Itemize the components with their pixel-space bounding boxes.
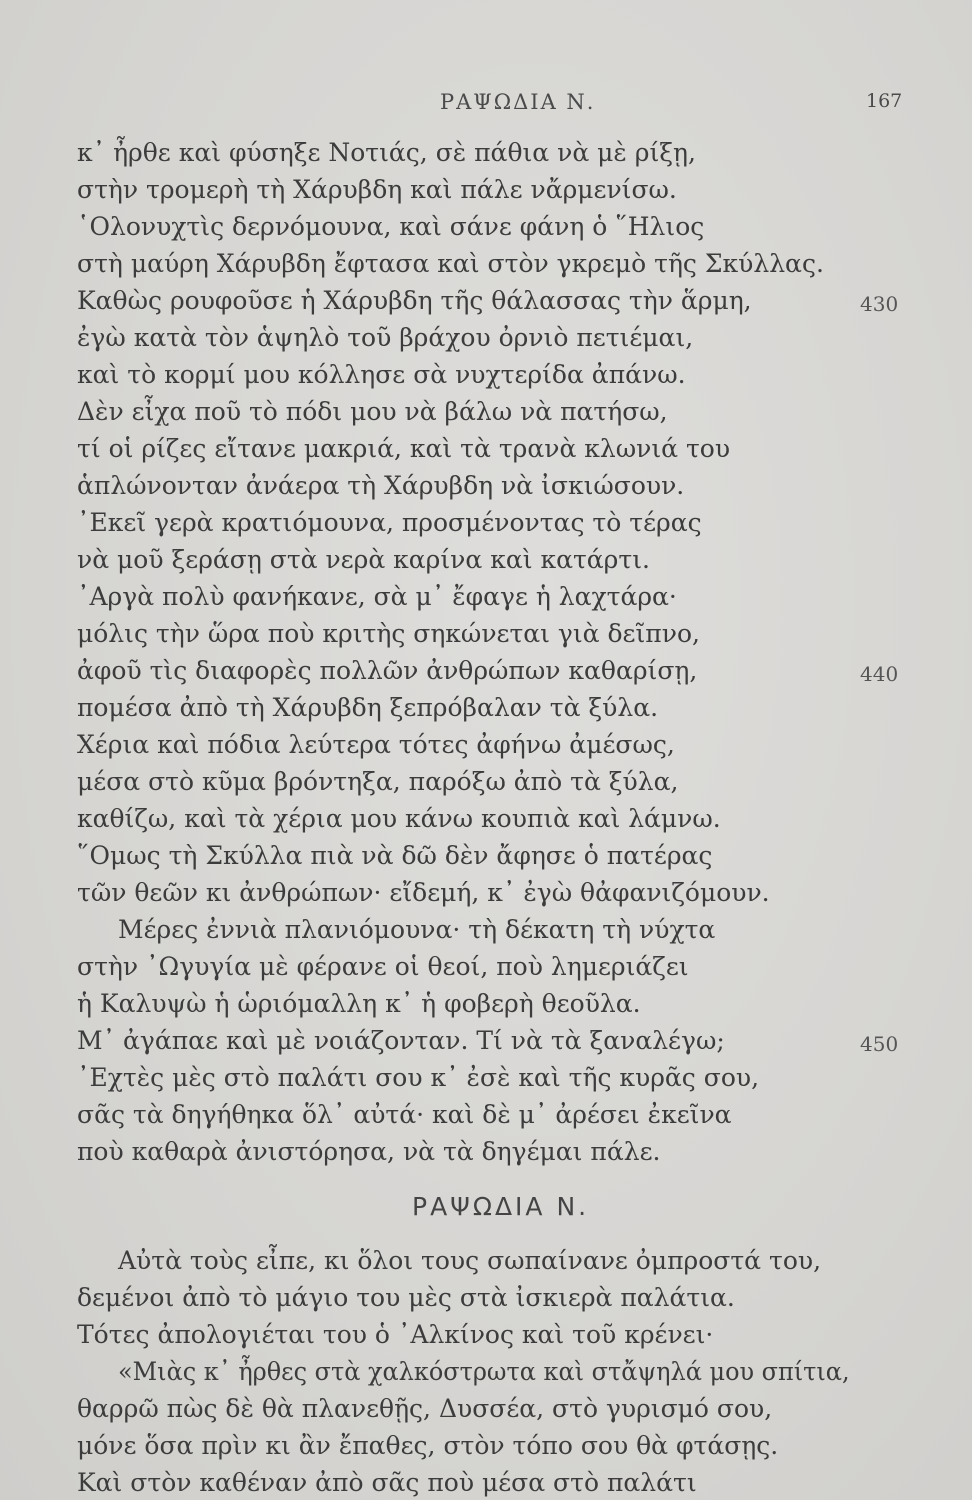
poem-line: καὶ τὸ κορμί μου κόλλησε σὰ νυχτερίδα ἀπάνω. xyxy=(77,360,686,389)
section-heading: ΡΑΨΩΔΙΑ Ν. xyxy=(412,1192,590,1221)
page-number: 167 xyxy=(866,90,903,112)
section-line: μόνε ὅσα πρὶν κι ἂν ἔπαθες, στὸν τόπο σου θὰ φτάσῃς. xyxy=(77,1431,779,1460)
poem-line: τί οἱ ρίζες εἴτανε μακριά, καὶ τὰ τρανὰ κλωνιά του xyxy=(77,434,731,463)
poem-line: ῾Ολονυχτὶς δερνόμουνα, καὶ σάνε φάνη ὁ ῞Ηλιος xyxy=(77,212,705,241)
poem-line: ῞Ομως τὴ Σκύλλα πιὰ νὰ δῶ δὲν ἄφησε ὁ πατέρας xyxy=(77,841,713,870)
poem-line: Χέρια καὶ πόδια λεύτερα τότες ἀφήνω ἀμέσως, xyxy=(77,730,675,759)
section-line: Τότες ἀπολογιέται του ὁ ᾽Αλκίνος καὶ τοῦ κρένει· xyxy=(77,1320,714,1349)
poem-line: στὴ μαύρη Χάρυβδη ἔφτασα καὶ στὸν γκρεμὸ τῆς Σκύλλας. xyxy=(77,249,824,278)
poem-line: μόλις τὴν ὥρα ποὺ κριτὴς σηκώνεται γιὰ δεῖπνο, xyxy=(77,619,700,648)
poem-line: νὰ μοῦ ξεράσῃ στὰ νερὰ καρίνα καὶ κατάρτι. xyxy=(77,545,650,574)
poem-line: τῶν θεῶν κι ἀνθρώπων· εἴδεμή, κ᾽ ἐγὼ θἀφανιζόμουν. xyxy=(77,878,770,907)
section-line: δεμένοι ἀπὸ τὸ μάγιο του μὲς στὰ ἰσκιερὰ παλάτια. xyxy=(77,1283,735,1312)
poem-line: μέσα στὸ κῦμα βρόντηξα, παρόξω ἀπὸ τὰ ξύλα, xyxy=(77,767,679,796)
poem-line: ᾽Αργὰ πολὺ φανήκανε, σὰ μ᾽ ἔφαγε ἡ λαχτάρα· xyxy=(77,582,677,611)
poem-line: Μέρες ἐννιὰ πλανιόμουνα· τὴ δέκατη τὴ νύχτα xyxy=(118,915,716,944)
poem-line: Μ᾽ ἀγάπαε καὶ μὲ νοιάζονταν. Τί νὰ τὰ ξαναλέγω; xyxy=(77,1026,725,1055)
section-line: Καὶ στὸν καθέναν ἀπὸ σᾶς ποὺ μέσα στὸ παλάτι xyxy=(77,1468,697,1497)
section-line: θαρρῶ πὼς δὲ θὰ πλανεθῇς, Δυσσέα, στὸ γυρισμό σου, xyxy=(77,1394,773,1423)
poem-line: ἀφοῦ τὶς διαφορὲς πολλῶν ἀνθρώπων καθαρίσῃ, xyxy=(77,656,698,685)
running-header-title: ΡΑΨΩΔΙΑ Ν. xyxy=(440,90,596,114)
verse-line-number: 430 xyxy=(860,292,899,316)
verse-line-number: 450 xyxy=(860,1032,899,1056)
poem-line: στὴν τρομερὴ τὴ Χάρυβδη καὶ πάλε νἄρμενίσω. xyxy=(77,175,677,204)
poem-line: κ᾽ ἦρθε καὶ φύσηξε Νοτιάς, σὲ πάθια νὰ μὲ ρίξῃ, xyxy=(77,138,696,167)
poem-line: στὴν ᾽Ωγυγία μὲ φέρανε οἱ θεοί, ποὺ λημεριάζει xyxy=(77,952,689,981)
poem-line: Καθὼς ρουφοῦσε ἡ Χάρυβδη τῆς θάλασσας τὴν ἅρμη, xyxy=(77,286,752,315)
section-line: «Μιὰς κ᾽ ἦρθες στὰ χαλκόστρωτα καὶ στἄψηλά μου σπίτια, xyxy=(118,1357,850,1386)
poem-line: ἁπλώνονταν ἀνάερα τὴ Χάρυβδη νὰ ἰσκιώσουν. xyxy=(77,471,685,500)
poem-line: ἡ Καλυψὼ ἡ ὡριόμαλλη κ᾽ ἡ φοβερὴ θεοῦλα. xyxy=(77,989,641,1018)
poem-line: ᾽Εχτὲς μὲς στὸ παλάτι σου κ᾽ ἐσὲ καὶ τῆς κυρᾶς σου, xyxy=(77,1063,760,1092)
section-line: Αὐτὰ τοὺς εἶπε, κι ὅλοι τους σωπαίνανε ὀμπροστά του, xyxy=(118,1246,822,1275)
poem-line: ἐγὼ κατὰ τὸν ἁψηλὸ τοῦ βράχου ὀρνιὸ πετιέμαι, xyxy=(77,323,694,352)
poem-line: πομέσα ἀπὸ τὴ Χάρυβδη ξεπρόβαλαν τὰ ξύλα. xyxy=(77,693,659,722)
poem-line: Δὲν εἶχα ποῦ τὸ πόδι μου νὰ βάλω νὰ πατήσω, xyxy=(77,397,668,426)
poem-line: ᾽Εκεῖ γερὰ κρατιόμουνα, προσμένοντας τὸ τέρας xyxy=(77,508,702,537)
poem-line: ποὺ καθαρὰ ἀνιστόρησα, νὰ τὰ δηγέμαι πάλε. xyxy=(77,1137,661,1166)
verse-line-number: 440 xyxy=(860,662,899,686)
poem-line: καθίζω, καὶ τὰ χέρια μου κάνω κουπιὰ καὶ λάμνω. xyxy=(77,804,721,833)
poem-line: σᾶς τὰ δηγήθηκα ὅλ᾽ αὐτά· καὶ δὲ μ᾽ ἀρέσει ἐκεῖνα xyxy=(77,1100,732,1129)
